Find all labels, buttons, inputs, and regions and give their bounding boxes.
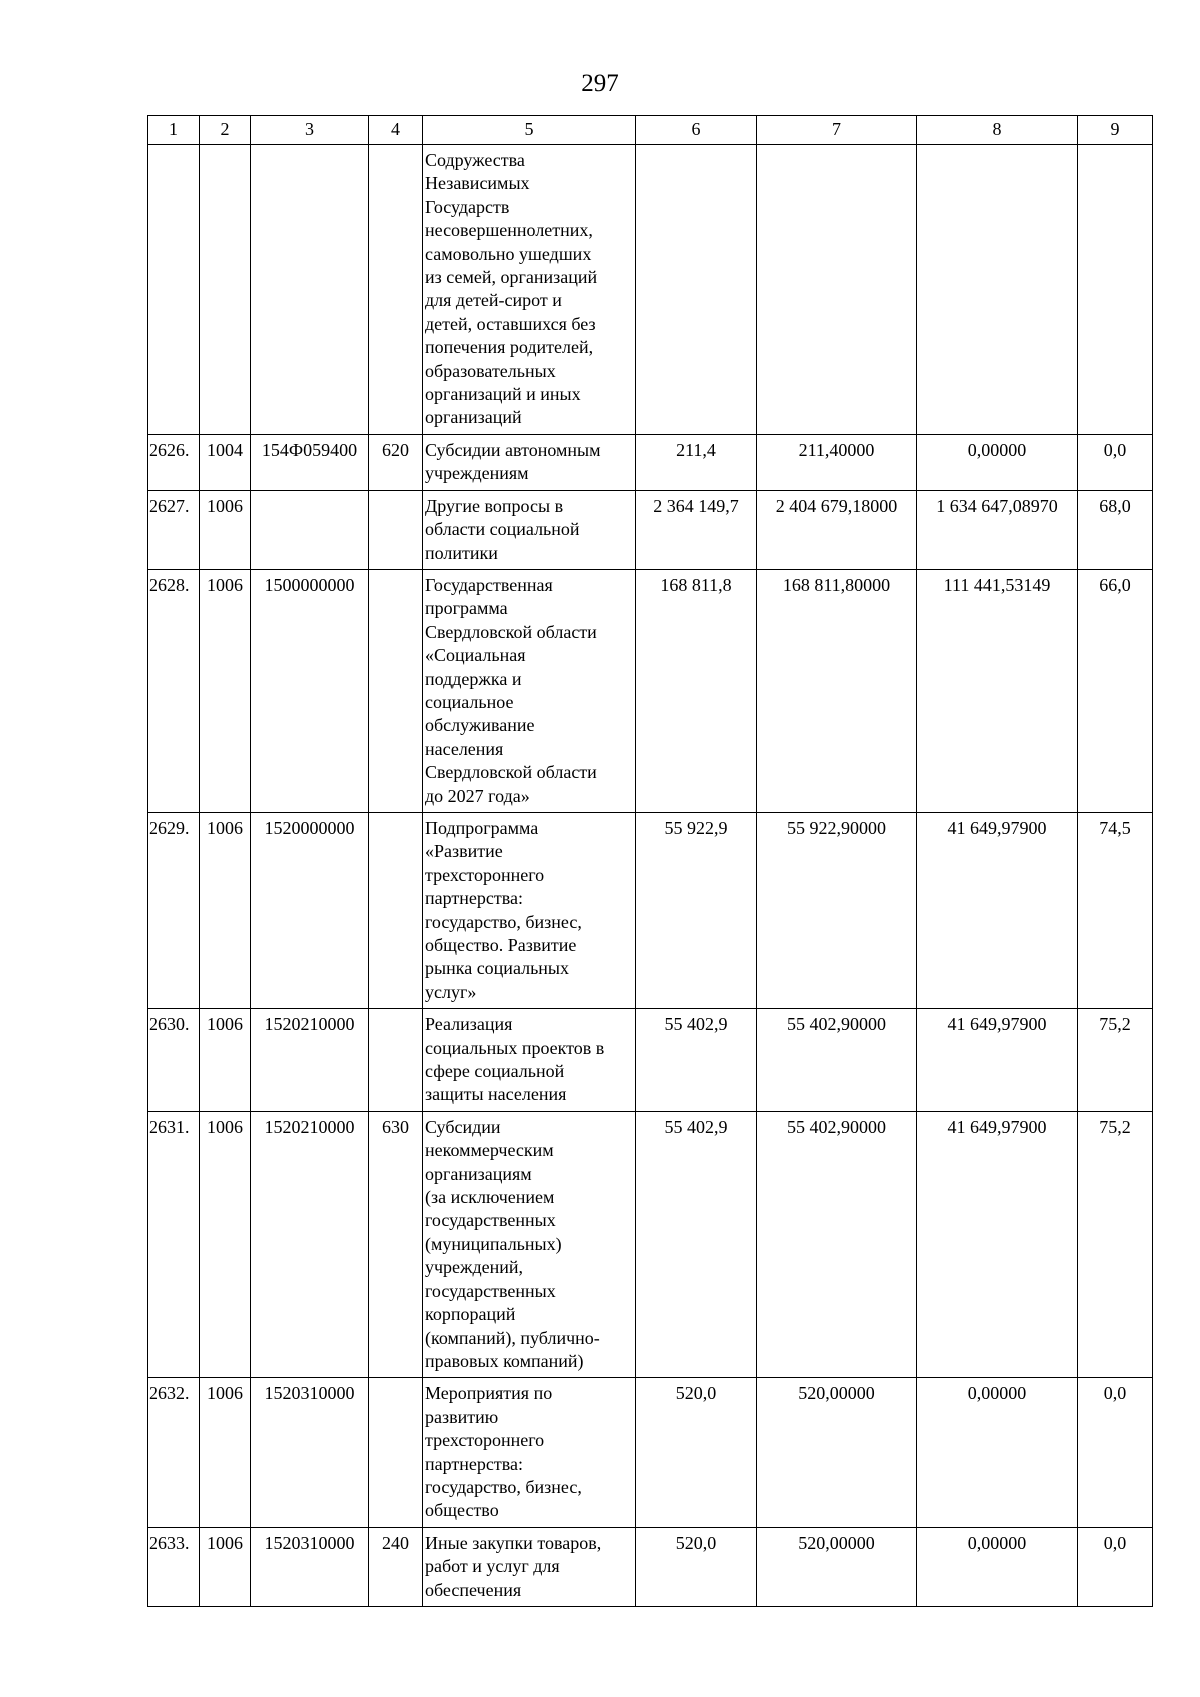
description: Иные закупки товаров, работ и услуг для обеспечения <box>423 1527 636 1606</box>
page-number: 297 <box>581 70 619 97</box>
value-col7: 168 811,80000 <box>757 569 917 812</box>
header-row <box>148 116 1153 145</box>
expense-type-code: 630 <box>369 1111 423 1377</box>
column-header: 3 <box>251 116 369 145</box>
value-col6: 2 364 149,7 <box>636 490 757 569</box>
value-col6: 520,0 <box>636 1378 757 1527</box>
value-col8: 0,00000 <box>917 434 1078 490</box>
description: Государственная программа Свердловской области «Социальная поддержка и социальное обслуживание населения Свердловской области до 2027 года» <box>423 569 636 812</box>
expense-type-code <box>369 812 423 1008</box>
value-col8: 41 649,97900 <box>917 1111 1078 1377</box>
percent-col9: 68,0 <box>1078 490 1153 569</box>
value-col6: 55 922,9 <box>636 812 757 1008</box>
target-article-code <box>251 145 369 435</box>
target-article-code: 154Ф059400 <box>251 434 369 490</box>
value-col8: 41 649,97900 <box>917 1009 1078 1112</box>
percent-col9: 75,2 <box>1078 1111 1153 1377</box>
description: Подпрограмма «Развитие трехстороннего партнерства: государство, бизнес, общество. Развитие рынка социальных услуг» <box>423 812 636 1008</box>
expense-type-code <box>369 145 423 435</box>
expense-type-code: 240 <box>369 1527 423 1606</box>
column-header: 5 <box>423 116 636 145</box>
section-code: 1006 <box>200 490 251 569</box>
value-col6: 520,0 <box>636 1527 757 1606</box>
percent-col9: 66,0 <box>1078 569 1153 812</box>
value-col7: 520,00000 <box>757 1378 917 1527</box>
column-header: 2 <box>200 116 251 145</box>
value-col7: 55 922,90000 <box>757 812 917 1008</box>
expense-type-code <box>369 1009 423 1112</box>
value-col8: 0,00000 <box>917 1527 1078 1606</box>
percent-col9: 0,0 <box>1078 1527 1153 1606</box>
value-col8: 0,00000 <box>917 1378 1078 1527</box>
row-number: 2631. <box>148 1111 200 1377</box>
column-header: 8 <box>917 116 1078 145</box>
row-number: 2628. <box>148 569 200 812</box>
table-row <box>148 490 1153 569</box>
target-article-code: 1520000000 <box>251 812 369 1008</box>
column-header: 1 <box>148 116 200 145</box>
section-code: 1004 <box>200 434 251 490</box>
table-row <box>148 1378 1153 1527</box>
table-row <box>148 812 1153 1008</box>
value-col6: 168 811,8 <box>636 569 757 812</box>
value-col8: 1 634 647,08970 <box>917 490 1078 569</box>
description: Другие вопросы в области социальной политики <box>423 490 636 569</box>
row-number: 2630. <box>148 1009 200 1112</box>
percent-col9 <box>1078 145 1153 435</box>
value-col7 <box>757 145 917 435</box>
section-code <box>200 145 251 435</box>
description: Субсидии некоммерческим организациям (за исключением государственных (муниципальных) учреждений, государственных корпораций (компаний), публично- правовых компаний) <box>423 1111 636 1377</box>
value-col8 <box>917 145 1078 435</box>
section-code: 1006 <box>200 1111 251 1377</box>
column-header: 4 <box>369 116 423 145</box>
row-number: 2629. <box>148 812 200 1008</box>
section-code: 1006 <box>200 812 251 1008</box>
percent-col9: 0,0 <box>1078 1378 1153 1527</box>
description: Реализация социальных проектов в сфере социальной защиты населения <box>423 1009 636 1112</box>
row-number: 2627. <box>148 490 200 569</box>
column-header: 7 <box>757 116 917 145</box>
target-article-code: 1520210000 <box>251 1009 369 1112</box>
section-code: 1006 <box>200 569 251 812</box>
table-row <box>148 1009 1153 1112</box>
row-number: 2626. <box>148 434 200 490</box>
table-header <box>148 116 1153 145</box>
table-body <box>148 145 1153 1607</box>
value-col6 <box>636 145 757 435</box>
value-col7: 55 402,90000 <box>757 1111 917 1377</box>
value-col7: 520,00000 <box>757 1527 917 1606</box>
budget-table <box>147 115 1153 1607</box>
section-code: 1006 <box>200 1009 251 1112</box>
table-row <box>148 569 1153 812</box>
value-col7: 55 402,90000 <box>757 1009 917 1112</box>
description: Содружества Независимых Государств несовершеннолетних, самовольно ушедших из семей, организаций для детей-сирот и детей, оставшихся без попечения родителей, образовательных организаций и иных организаций <box>423 145 636 435</box>
value-col8: 41 649,97900 <box>917 812 1078 1008</box>
row-number: 2632. <box>148 1378 200 1527</box>
section-code: 1006 <box>200 1378 251 1527</box>
value-col6: 55 402,9 <box>636 1111 757 1377</box>
percent-col9: 74,5 <box>1078 812 1153 1008</box>
value-col6: 211,4 <box>636 434 757 490</box>
target-article-code: 1520210000 <box>251 1111 369 1377</box>
expense-type-code: 620 <box>369 434 423 490</box>
column-header: 9 <box>1078 116 1153 145</box>
description: Мероприятия по развитию трехстороннего партнерства: государство, бизнес, общество <box>423 1378 636 1527</box>
expense-type-code <box>369 1378 423 1527</box>
value-col6: 55 402,9 <box>636 1009 757 1112</box>
column-header: 6 <box>636 116 757 145</box>
value-col7: 2 404 679,18000 <box>757 490 917 569</box>
target-article-code: 1520310000 <box>251 1527 369 1606</box>
expense-type-code <box>369 569 423 812</box>
row-number: 2633. <box>148 1527 200 1606</box>
target-article-code: 1500000000 <box>251 569 369 812</box>
row-number <box>148 145 200 435</box>
table-row <box>148 145 1153 435</box>
target-article-code <box>251 490 369 569</box>
target-article-code: 1520310000 <box>251 1378 369 1527</box>
percent-col9: 0,0 <box>1078 434 1153 490</box>
table-row <box>148 1527 1153 1606</box>
percent-col9: 75,2 <box>1078 1009 1153 1112</box>
description: Субсидии автономным учреждениям <box>423 434 636 490</box>
value-col8: 111 441,53149 <box>917 569 1078 812</box>
table-row <box>148 434 1153 490</box>
table-row <box>148 1111 1153 1377</box>
expense-type-code <box>369 490 423 569</box>
section-code: 1006 <box>200 1527 251 1606</box>
value-col7: 211,40000 <box>757 434 917 490</box>
